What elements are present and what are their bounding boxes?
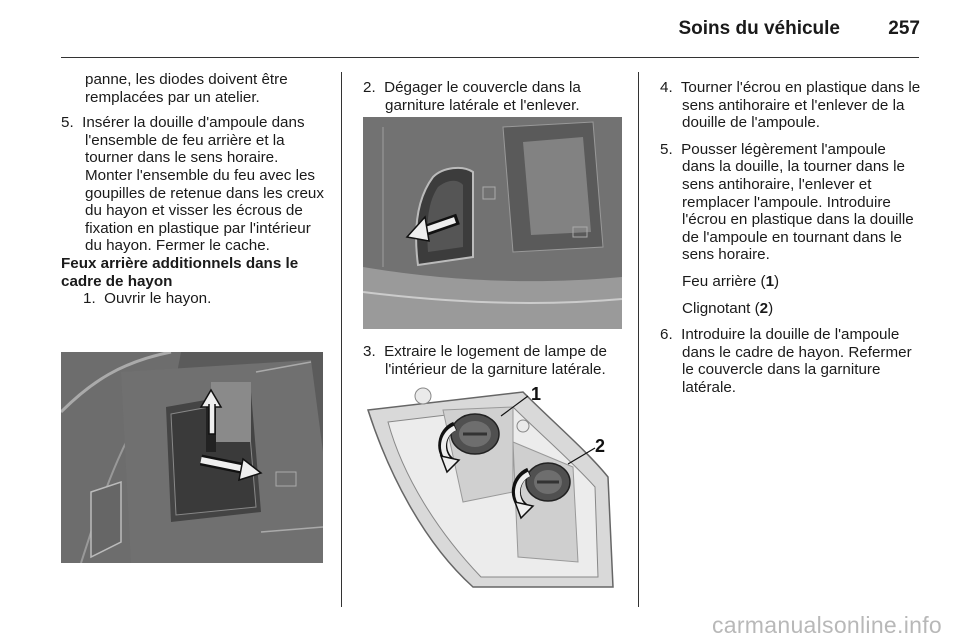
step-text: Introduire la douille de l'ampoule dans le cadre de hayon. Refermer le couvercle dans la garniture latérale. <box>681 326 912 396</box>
page-number: 257 <box>888 18 920 39</box>
turn-signal-label: Clignotant ( <box>682 299 760 317</box>
step-text: Insérer la douille d'ampoule dans l'ensemble de feu arrière et la tourner dans le sens horaire. Monter l'ensemble du feu avec les goupilles de retenue dans les creux du hayon et visser les écrous de fixation en plastique par l'intérieur du hayon. Fermer le cache. <box>82 114 324 255</box>
step-number: 5. <box>660 140 673 158</box>
step-number: 1. <box>83 290 96 308</box>
step-text: Tourner l'écrou en plastique dans le sens antihoraire et l'enlever de la douille de l'ampoule. <box>680 79 921 132</box>
page-header-title: Soins du véhicule <box>678 18 840 39</box>
figure-lamp-housing <box>363 382 622 594</box>
step-6-item <box>660 326 922 396</box>
step-number: 3. <box>363 343 376 360</box>
column-3 <box>660 79 922 397</box>
figure-trunk-interior <box>61 352 323 563</box>
step-text: Extraire le logement de lampe de l'intérieur de la garniture latérale. <box>384 343 607 378</box>
header-rule <box>61 57 919 58</box>
step-5-item <box>660 141 922 264</box>
step-4-item <box>660 79 922 132</box>
rear-light-line <box>660 273 922 291</box>
step-3-item <box>363 343 625 378</box>
callout-1-label: 1 <box>531 384 542 404</box>
figure-side-trim-cover <box>363 117 622 329</box>
watermark: carmanualsonline.info <box>711 612 942 638</box>
callout-2-label: 2 <box>595 436 606 456</box>
section-subheading: Feux arrière additionnels dans le cadre de hayon <box>61 254 299 290</box>
rear-light-label: Feu arrière ( <box>682 272 766 290</box>
step-number: 4. <box>660 79 673 96</box>
step-2-item <box>363 79 625 114</box>
turn-signal-line <box>660 300 922 318</box>
column-divider-1 <box>341 72 342 607</box>
continued-paragraph: panne, les diodes doivent être remplacées par un atelier. <box>85 71 288 106</box>
step-number: 2. <box>363 79 376 96</box>
close-paren: ) <box>768 299 774 317</box>
column-2-lower <box>363 343 625 378</box>
step-text: Dégager le couvercle dans la garniture latérale et l'enlever. <box>384 79 581 114</box>
step-number: 5. <box>61 114 74 132</box>
step-text: Pousser légèrement l'ampoule dans la douille, la tourner dans le sens antihoraire, l'enlever et remplacer l'ampoule. Introduire l'écrou en plastique dans la douille de l'ampoule en tournant dans le sens horaire. <box>681 140 914 264</box>
column-2 <box>363 79 625 114</box>
step-text: Ouvrir le hayon. <box>104 290 212 308</box>
step-5-item <box>61 114 327 255</box>
step-1-item <box>61 290 327 308</box>
column-1 <box>61 71 327 308</box>
step-number: 6. <box>660 326 673 344</box>
turn-signal-number: 2 <box>759 299 769 317</box>
rear-light-number: 1 <box>765 272 775 290</box>
column-divider-2 <box>638 72 639 607</box>
close-paren: ) <box>774 272 780 290</box>
